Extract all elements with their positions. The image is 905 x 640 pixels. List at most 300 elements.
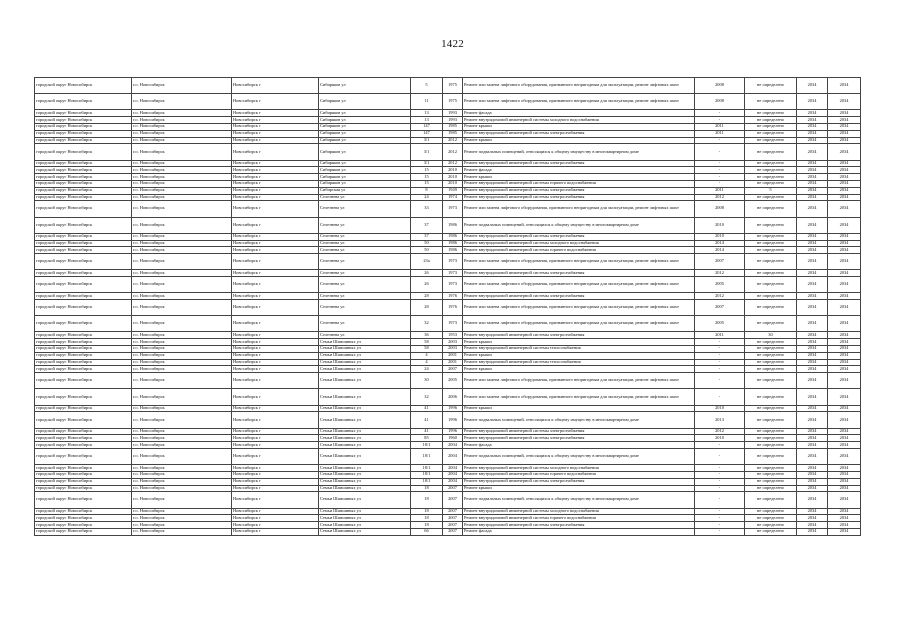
plan-start-cell: 2034 — [797, 174, 828, 181]
plan-end-cell: 2034 — [828, 346, 861, 353]
plan-start-cell: 2034 — [797, 508, 828, 515]
last-repair-year-cell: - — [695, 359, 745, 366]
table-row — [35, 167, 861, 174]
city-cell: Новосибирск г — [232, 110, 319, 117]
city-cell: Новосибирск г — [232, 412, 319, 428]
city-cell: Новосибирск г — [232, 515, 319, 522]
street-cell: Семьи Шамшиных ул — [319, 373, 411, 389]
build-year-cell: 1960 — [443, 435, 463, 442]
plan-start-cell: 2034 — [797, 478, 828, 485]
last-repair-year-cell: - — [695, 352, 745, 359]
street-cell: Сибиряков ул — [319, 94, 411, 110]
last-repair-year-cell: 2008 — [695, 201, 745, 217]
plan-end-cell: 2034 — [828, 442, 861, 449]
municipality-cell: городской округ Новосибирск — [35, 508, 132, 515]
district-cell: г.о. Новосибирск — [132, 110, 232, 117]
district-cell: г.о. Новосибирск — [132, 442, 232, 449]
street-cell: Селезнева ул — [319, 240, 411, 247]
city-cell: Новосибирск г — [232, 508, 319, 515]
street-cell: Сибиряков ул — [319, 180, 411, 187]
city-cell: Новосибирск г — [232, 270, 319, 277]
plan-end-cell: 2034 — [828, 508, 861, 515]
plan-start-cell: 2034 — [797, 405, 828, 412]
municipality-cell: городской округ Новосибирск — [35, 233, 132, 240]
last-repair-year-cell: 2012 — [695, 428, 745, 435]
district-cell: г.о. Новосибирск — [132, 528, 232, 535]
plan-end-cell: 2034 — [828, 110, 861, 117]
build-year-cell: 2007 — [443, 485, 463, 492]
plan-end-cell: 2034 — [828, 240, 861, 247]
last-repair-year-cell: 2008 — [695, 78, 745, 94]
district-cell: г.о. Новосибирск — [132, 515, 232, 522]
wear-cell: не определено — [745, 373, 797, 389]
last-repair-year-cell: 2012 — [695, 194, 745, 201]
city-cell: Новосибирск г — [232, 478, 319, 485]
last-repair-year-cell: 2011 — [695, 130, 745, 137]
plan-start-cell: 2034 — [797, 240, 828, 247]
table-row — [35, 528, 861, 535]
wear-cell: не определено — [745, 180, 797, 187]
municipality-cell: городской округ Новосибирск — [35, 471, 132, 478]
municipality-cell: городской округ Новосибирск — [35, 300, 132, 316]
house-number-cell: 147 — [411, 130, 443, 137]
plan-end-cell: 2034 — [828, 522, 861, 529]
build-year-cell: 1973 — [443, 277, 463, 293]
house-number-cell: 30 — [411, 373, 443, 389]
city-cell: Новосибирск г — [232, 448, 319, 464]
city-cell: Новосибирск г — [232, 373, 319, 389]
plan-end-cell: 2034 — [828, 233, 861, 240]
district-cell: г.о. Новосибирск — [132, 412, 232, 428]
plan-start-cell: 2034 — [797, 435, 828, 442]
district-cell: г.о. Новосибирск — [132, 405, 232, 412]
house-number-cell: 23а — [411, 254, 443, 270]
last-repair-year-cell: - — [695, 180, 745, 187]
repair-schedule-table — [34, 77, 861, 536]
table-row — [35, 352, 861, 359]
plan-start-cell: 2034 — [797, 160, 828, 167]
city-cell: Новосибирск г — [232, 366, 319, 373]
house-number-cell: 18 — [411, 485, 443, 492]
district-cell: г.о. Новосибирск — [132, 316, 232, 332]
street-cell: Семьи Шамшиных ул — [319, 389, 411, 405]
house-number-cell: 37 — [411, 217, 443, 233]
last-repair-year-cell: - — [695, 485, 745, 492]
municipality-cell: городской округ Новосибирск — [35, 110, 132, 117]
district-cell: г.о. Новосибирск — [132, 293, 232, 300]
house-number-cell: 15 — [411, 167, 443, 174]
house-number-cell: 18 — [411, 492, 443, 508]
plan-start-cell: 2034 — [797, 471, 828, 478]
table-row — [35, 201, 861, 217]
street-cell: Селезнева ул — [319, 277, 411, 293]
table-row — [35, 373, 861, 389]
city-cell: Новосибирск г — [232, 465, 319, 472]
city-cell: Новосибирск г — [232, 130, 319, 137]
table-row — [35, 233, 861, 240]
plan-start-cell: 2034 — [797, 359, 828, 366]
municipality-cell: городской округ Новосибирск — [35, 359, 132, 366]
work-type-cell: Ремонт внутридомовой инженерной системы теплоснабжения — [463, 346, 695, 353]
wear-cell: не определено — [745, 346, 797, 353]
district-cell: г.о. Новосибирск — [132, 94, 232, 110]
plan-end-cell: 2034 — [828, 389, 861, 405]
municipality-cell: городской округ Новосибирск — [35, 174, 132, 181]
plan-end-cell: 2034 — [828, 492, 861, 508]
municipality-cell: городской округ Новосибирск — [35, 492, 132, 508]
municipality-cell: городской округ Новосибирск — [35, 180, 132, 187]
plan-end-cell: 2034 — [828, 465, 861, 472]
plan-start-cell: 2034 — [797, 332, 828, 339]
plan-start-cell: 2034 — [797, 492, 828, 508]
district-cell: г.о. Новосибирск — [132, 492, 232, 508]
house-number-cell: 50 — [411, 247, 443, 254]
plan-start-cell: 2034 — [797, 346, 828, 353]
city-cell: Новосибирск г — [232, 293, 319, 300]
table-row — [35, 300, 861, 316]
plan-start-cell: 2034 — [797, 373, 828, 389]
house-number-cell: 37 — [411, 233, 443, 240]
municipality-cell: городской округ Новосибирск — [35, 144, 132, 160]
last-repair-year-cell: 2008 — [695, 94, 745, 110]
district-cell: г.о. Новосибирск — [132, 478, 232, 485]
table-row — [35, 144, 861, 160]
district-cell: г.о. Новосибирск — [132, 277, 232, 293]
last-repair-year-cell: 2010 — [695, 233, 745, 240]
plan-end-cell: 2034 — [828, 187, 861, 194]
wear-cell: не определено — [745, 492, 797, 508]
last-repair-year-cell: - — [695, 508, 745, 515]
work-type-cell: Ремонт фасада — [463, 167, 695, 174]
last-repair-year-cell: - — [695, 442, 745, 449]
table-row — [35, 277, 861, 293]
build-year-cell: 1986 — [443, 247, 463, 254]
table-row — [35, 492, 861, 508]
district-cell: г.о. Новосибирск — [132, 508, 232, 515]
plan-start-cell: 2034 — [797, 366, 828, 373]
wear-cell: не определено — [745, 405, 797, 412]
district-cell: г.о. Новосибирск — [132, 194, 232, 201]
table-row — [35, 130, 861, 137]
build-year-cell: 1996 — [443, 405, 463, 412]
work-type-cell: Ремонт подвальных помещений, относящихся к общему имуществу в многоквартирном доме — [463, 448, 695, 464]
street-cell: Семьи Шамшиных ул — [319, 366, 411, 373]
work-type-cell: Ремонт внутридомовой инженерной системы холодного водоснабжения — [463, 508, 695, 515]
district-cell: г.о. Новосибирск — [132, 78, 232, 94]
build-year-cell: 2001 — [443, 352, 463, 359]
municipality-cell: городской округ Новосибирск — [35, 515, 132, 522]
plan-end-cell: 2034 — [828, 332, 861, 339]
plan-end-cell: 2034 — [828, 339, 861, 346]
street-cell: Сибиряков ул — [319, 137, 411, 144]
work-type-cell: Ремонт внутридомовой инженерной системы электроснабжения — [463, 293, 695, 300]
house-number-cell: 147 — [411, 123, 443, 130]
street-cell: Семьи Шамшиных ул — [319, 428, 411, 435]
city-cell: Новосибирск г — [232, 346, 319, 353]
municipality-cell: городской округ Новосибирск — [35, 187, 132, 194]
city-cell: Новосибирск г — [232, 201, 319, 217]
table-row — [35, 117, 861, 124]
last-repair-year-cell: - — [695, 339, 745, 346]
work-type-cell: Ремонт внутридомовой инженерной системы электроснабжения — [463, 194, 695, 201]
street-cell: Семьи Шамшиных ул — [319, 471, 411, 478]
plan-start-cell: 2034 — [797, 187, 828, 194]
table-row — [35, 137, 861, 144]
plan-end-cell: 2034 — [828, 293, 861, 300]
city-cell: Новосибирск г — [232, 233, 319, 240]
plan-end-cell: 2034 — [828, 78, 861, 94]
district-cell: г.о. Новосибирск — [132, 180, 232, 187]
table-row — [35, 316, 861, 332]
plan-start-cell: 2034 — [797, 300, 828, 316]
street-cell: Сибиряков ул — [319, 110, 411, 117]
table-row — [35, 448, 861, 464]
plan-start-cell: 2034 — [797, 352, 828, 359]
street-cell: Селезнева ул — [319, 270, 411, 277]
street-cell: Сибиряков ул — [319, 78, 411, 94]
table-row — [35, 240, 861, 247]
street-cell: Семьи Шамшиных ул — [319, 508, 411, 515]
district-cell: г.о. Новосибирск — [132, 435, 232, 442]
table-row — [35, 412, 861, 428]
house-number-cell: 8 — [411, 187, 443, 194]
build-year-cell: 2007 — [443, 515, 463, 522]
city-cell: Новосибирск г — [232, 78, 319, 94]
build-year-cell: 1949 — [443, 187, 463, 194]
work-type-cell: Ремонт внутридомовой инженерной системы горячего водоснабжения — [463, 471, 695, 478]
city-cell: Новосибирск г — [232, 240, 319, 247]
plan-start-cell: 2034 — [797, 254, 828, 270]
table-row — [35, 94, 861, 110]
last-repair-year-cell: - — [695, 492, 745, 508]
district-cell: г.о. Новосибирск — [132, 270, 232, 277]
build-year-cell: 1976 — [443, 293, 463, 300]
wear-cell: не определено — [745, 465, 797, 472]
last-repair-year-cell: - — [695, 167, 745, 174]
plan-end-cell: 2034 — [828, 160, 861, 167]
wear-cell: не определено — [745, 247, 797, 254]
city-cell: Новосибирск г — [232, 167, 319, 174]
street-cell: Селезнева ул — [319, 332, 411, 339]
plan-start-cell: 2034 — [797, 528, 828, 535]
wear-cell: не определено — [745, 435, 797, 442]
plan-end-cell: 2034 — [828, 478, 861, 485]
wear-cell: 30 — [745, 332, 797, 339]
plan-start-cell: 2034 — [797, 217, 828, 233]
plan-end-cell: 2034 — [828, 137, 861, 144]
plan-start-cell: 2034 — [797, 293, 828, 300]
build-year-cell: 2006 — [443, 389, 463, 405]
municipality-cell: городской округ Новосибирск — [35, 277, 132, 293]
plan-start-cell: 2034 — [797, 389, 828, 405]
house-number-cell: 26 — [411, 277, 443, 293]
table-row — [35, 293, 861, 300]
street-cell: Семьи Шамшиных ул — [319, 492, 411, 508]
build-year-cell: 2012 — [443, 137, 463, 144]
district-cell: г.о. Новосибирск — [132, 465, 232, 472]
plan-end-cell: 2034 — [828, 412, 861, 428]
wear-cell: не определено — [745, 254, 797, 270]
wear-cell: не определено — [745, 428, 797, 435]
work-type-cell: Ремонт внутридомовой инженерной системы электроснабжения — [463, 187, 695, 194]
municipality-cell: городской округ Новосибирск — [35, 435, 132, 442]
street-cell: Семьи Шамшиных ул — [319, 522, 411, 529]
wear-cell: не определено — [745, 442, 797, 449]
work-type-cell: Ремонт внутридомовой инженерной системы холодного водоснабжения — [463, 117, 695, 124]
street-cell: Сибиряков ул — [319, 160, 411, 167]
street-cell: Селезнева ул — [319, 254, 411, 270]
wear-cell: не определено — [745, 78, 797, 94]
street-cell: Семьи Шамшиных ул — [319, 465, 411, 472]
street-cell: Семьи Шамшиных ул — [319, 448, 411, 464]
last-repair-year-cell: 2010 — [695, 217, 745, 233]
build-year-cell: 2010 — [443, 180, 463, 187]
house-number-cell: 18/1 — [411, 442, 443, 449]
district-cell: г.о. Новосибирск — [132, 144, 232, 160]
district-cell: г.о. Новосибирск — [132, 366, 232, 373]
district-cell: г.о. Новосибирск — [132, 428, 232, 435]
build-year-cell: 2007 — [443, 508, 463, 515]
house-number-cell: 50 — [411, 240, 443, 247]
plan-end-cell: 2034 — [828, 270, 861, 277]
build-year-cell: 2007 — [443, 528, 463, 535]
build-year-cell: 2001 — [443, 359, 463, 366]
work-type-cell: Ремонт внутридомовой инженерной системы электроснабжения — [463, 478, 695, 485]
wear-cell: не определено — [745, 359, 797, 366]
district-cell: г.о. Новосибирск — [132, 130, 232, 137]
plan-start-cell: 2034 — [797, 270, 828, 277]
build-year-cell: 1986 — [443, 240, 463, 247]
street-cell: Семьи Шамшиных ул — [319, 485, 411, 492]
build-year-cell: 1974 — [443, 194, 463, 201]
last-repair-year-cell: 2010 — [695, 435, 745, 442]
table-row — [35, 110, 861, 117]
house-number-cell: 3/1 — [411, 137, 443, 144]
work-type-cell: Ремонт подвальных помещений, относящихся к общему имуществу в многоквартирном доме — [463, 144, 695, 160]
municipality-cell: городской округ Новосибирск — [35, 137, 132, 144]
work-type-cell: Ремонт или замена лифтового оборудования, признанного непригодным для эксплуатации, ремонт лифтовых шахт — [463, 254, 695, 270]
table-row — [35, 187, 861, 194]
table-row — [35, 254, 861, 270]
build-year-cell: 1993 — [443, 110, 463, 117]
work-type-cell: Ремонт внутридомовой инженерной системы электроснабжения — [463, 160, 695, 167]
house-number-cell: 18 — [411, 522, 443, 529]
table-row — [35, 247, 861, 254]
district-cell: г.о. Новосибирск — [132, 174, 232, 181]
plan-end-cell: 2034 — [828, 94, 861, 110]
wear-cell: не определено — [745, 160, 797, 167]
house-number-cell: 18/1 — [411, 465, 443, 472]
work-type-cell: Ремонт крыши — [463, 352, 695, 359]
build-year-cell: 1993 — [443, 117, 463, 124]
build-year-cell: 2004 — [443, 471, 463, 478]
work-type-cell: Ремонт крыши — [463, 366, 695, 373]
district-cell: г.о. Новосибирск — [132, 471, 232, 478]
street-cell: Сибиряков ул — [319, 174, 411, 181]
street-cell: Семьи Шамшиных ул — [319, 515, 411, 522]
work-type-cell: Ремонт крыши — [463, 339, 695, 346]
plan-end-cell: 2034 — [828, 144, 861, 160]
district-cell: г.о. Новосибирск — [132, 254, 232, 270]
wear-cell: не определено — [745, 339, 797, 346]
street-cell: Селезнева ул — [319, 194, 411, 201]
plan-start-cell: 2034 — [797, 428, 828, 435]
wear-cell: не определено — [745, 174, 797, 181]
city-cell: Новосибирск г — [232, 485, 319, 492]
work-type-cell: Ремонт внутридомовой инженерной системы холодного водоснабжения — [463, 465, 695, 472]
house-number-cell: 58 — [411, 346, 443, 353]
street-cell: Семьи Шамшиных ул — [319, 346, 411, 353]
plan-start-cell: 2034 — [797, 247, 828, 254]
build-year-cell: 1975 — [443, 94, 463, 110]
street-cell: Сибиряков ул — [319, 123, 411, 130]
last-repair-year-cell: - — [695, 471, 745, 478]
municipality-cell: городской округ Новосибирск — [35, 123, 132, 130]
table-row — [35, 366, 861, 373]
plan-start-cell: 2034 — [797, 277, 828, 293]
city-cell: Новосибирск г — [232, 187, 319, 194]
page-number: 1422 — [441, 38, 464, 50]
city-cell: Новосибирск г — [232, 137, 319, 144]
table-row — [35, 435, 861, 442]
municipality-cell: городской округ Новосибирск — [35, 254, 132, 270]
house-number-cell: 3/1 — [411, 160, 443, 167]
city-cell: Новосибирск г — [232, 352, 319, 359]
municipality-cell: городской округ Новосибирск — [35, 478, 132, 485]
wear-cell: не определено — [745, 123, 797, 130]
table-row — [35, 332, 861, 339]
build-year-cell: 1973 — [443, 201, 463, 217]
municipality-cell: городской округ Новосибирск — [35, 94, 132, 110]
last-repair-year-cell: - — [695, 389, 745, 405]
build-year-cell: 2004 — [443, 442, 463, 449]
plan-end-cell: 2034 — [828, 366, 861, 373]
build-year-cell: 1986 — [443, 217, 463, 233]
last-repair-year-cell: 2012 — [695, 293, 745, 300]
table-row — [35, 471, 861, 478]
wear-cell: не определено — [745, 478, 797, 485]
plan-start-cell: 2034 — [797, 515, 828, 522]
table-row — [35, 405, 861, 412]
plan-end-cell: 2034 — [828, 117, 861, 124]
plan-start-cell: 2034 — [797, 412, 828, 428]
municipality-cell: городской округ Новосибирск — [35, 412, 132, 428]
street-cell: Семьи Шамшиных ул — [319, 478, 411, 485]
plan-start-cell: 2034 — [797, 201, 828, 217]
municipality-cell: городской округ Новосибирск — [35, 339, 132, 346]
municipality-cell: городской округ Новосибирск — [35, 485, 132, 492]
table-row — [35, 442, 861, 449]
house-number-cell: 3/1 — [411, 144, 443, 160]
municipality-cell: городской округ Новосибирск — [35, 194, 132, 201]
district-cell: г.о. Новосибирск — [132, 389, 232, 405]
work-type-cell: Ремонт фасада — [463, 110, 695, 117]
city-cell: Новосибирск г — [232, 300, 319, 316]
plan-end-cell: 2034 — [828, 435, 861, 442]
district-cell: г.о. Новосибирск — [132, 233, 232, 240]
plan-start-cell: 2034 — [797, 233, 828, 240]
plan-start-cell: 2034 — [797, 339, 828, 346]
plan-end-cell: 2034 — [828, 471, 861, 478]
house-number-cell: 18/1 — [411, 448, 443, 464]
last-repair-year-cell: 2013 — [695, 412, 745, 428]
plan-start-cell: 2034 — [797, 137, 828, 144]
work-type-cell: Ремонт подвальных помещений, относящихся к общему имуществу в многоквартирном доме — [463, 217, 695, 233]
district-cell: г.о. Новосибирск — [132, 117, 232, 124]
last-repair-year-cell: - — [695, 522, 745, 529]
work-type-cell: Ремонт фасада — [463, 442, 695, 449]
plan-start-cell: 2034 — [797, 94, 828, 110]
